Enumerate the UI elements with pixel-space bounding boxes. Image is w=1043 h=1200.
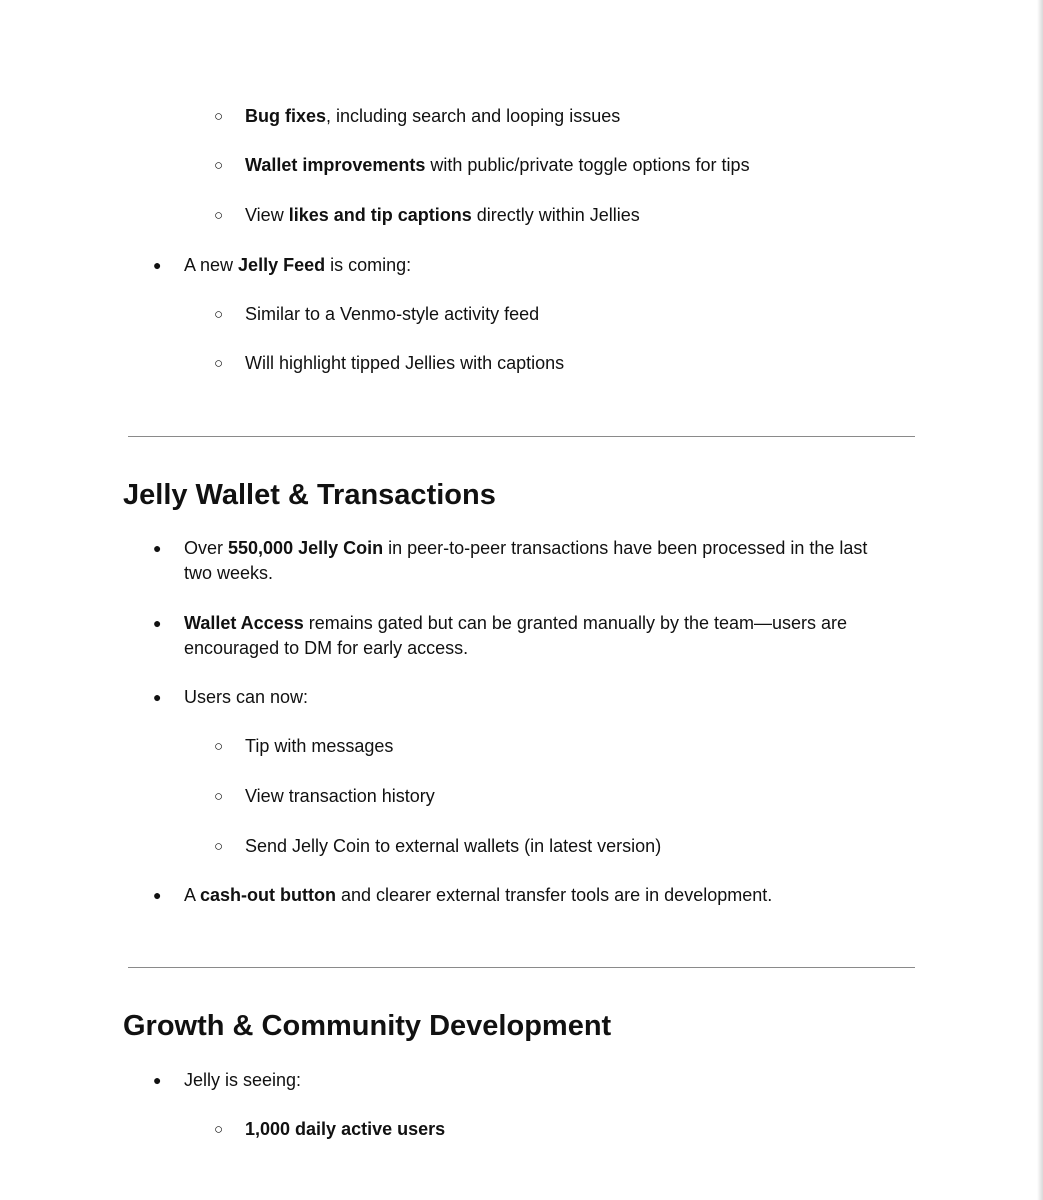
circle-bullet-icon: ○ [214, 1121, 224, 1138]
circle-bullet-icon: ○ [214, 738, 224, 755]
list-item [184, 611, 847, 636]
circle-bullet-icon: ○ [214, 108, 224, 125]
list-item-text: , including search and looping issues [326, 106, 621, 126]
list-item-text: A new [184, 255, 239, 275]
list-item-text: with public/private toggle options for tips [425, 155, 750, 175]
list-item [245, 104, 620, 129]
bold-text: Jelly Feed [238, 255, 326, 275]
section-heading: Jelly Wallet & Transactions [123, 479, 496, 511]
list-item: Jelly is seeing: [184, 1070, 302, 1090]
disc-bullet-icon: ● [153, 540, 162, 556]
list-item-text: Over [184, 538, 229, 558]
list-item-text: in peer-to-peer transactions have been processed in the last [383, 538, 868, 558]
bold-text: 550,000 Jelly Coin [228, 538, 384, 558]
list-item: 1,000 daily active users [245, 1119, 446, 1139]
circle-bullet-icon: ○ [214, 207, 224, 224]
list-item [245, 153, 750, 178]
disc-bullet-icon: ● [153, 615, 162, 631]
list-item: View transaction history [245, 786, 435, 806]
list-item [184, 536, 867, 561]
circle-bullet-icon: ○ [214, 157, 224, 174]
disc-bullet-icon: ● [153, 257, 162, 273]
list-item-continuation: encouraged to DM for early access. [184, 638, 469, 658]
list-item-text: A [184, 885, 201, 905]
circle-bullet-icon: ○ [214, 838, 224, 855]
list-item-continuation: two weeks. [184, 563, 274, 583]
list-item: Will highlight tipped Jellies with captions [245, 353, 565, 373]
list-item-text: directly within Jellies [471, 205, 640, 225]
list-item [245, 203, 640, 228]
section-heading: Growth & Community Development [123, 1010, 612, 1042]
list-item: Similar to a Venmo-style activity feed [245, 304, 540, 324]
horizontal-divider [128, 967, 915, 968]
list-item-text: and clearer external transfer tools are in development. [336, 885, 773, 905]
list-item [184, 883, 772, 908]
bold-text: likes and tip captions [288, 205, 472, 225]
list-item-text: is coming: [325, 255, 412, 275]
list-item-text: remains gated but can be granted manually by the team—users are [303, 613, 848, 633]
horizontal-divider [128, 436, 915, 437]
circle-bullet-icon: ○ [214, 788, 224, 805]
disc-bullet-icon: ● [153, 1072, 162, 1088]
bold-text: Wallet Access [184, 613, 304, 633]
list-item: Tip with messages [245, 736, 394, 756]
list-item [184, 253, 411, 278]
disc-bullet-icon: ● [153, 887, 162, 903]
bold-text: cash-out button [200, 885, 336, 905]
bold-text: Bug fixes [245, 106, 327, 126]
list-item-text: View [245, 205, 289, 225]
circle-bullet-icon: ○ [214, 355, 224, 372]
bold-text: Wallet improvements [245, 155, 426, 175]
circle-bullet-icon: ○ [214, 306, 224, 323]
page-edge [1037, 0, 1043, 1200]
list-item: Users can now: [184, 687, 309, 707]
disc-bullet-icon: ● [153, 689, 162, 705]
list-item: Send Jelly Coin to external wallets (in latest version) [245, 836, 662, 856]
